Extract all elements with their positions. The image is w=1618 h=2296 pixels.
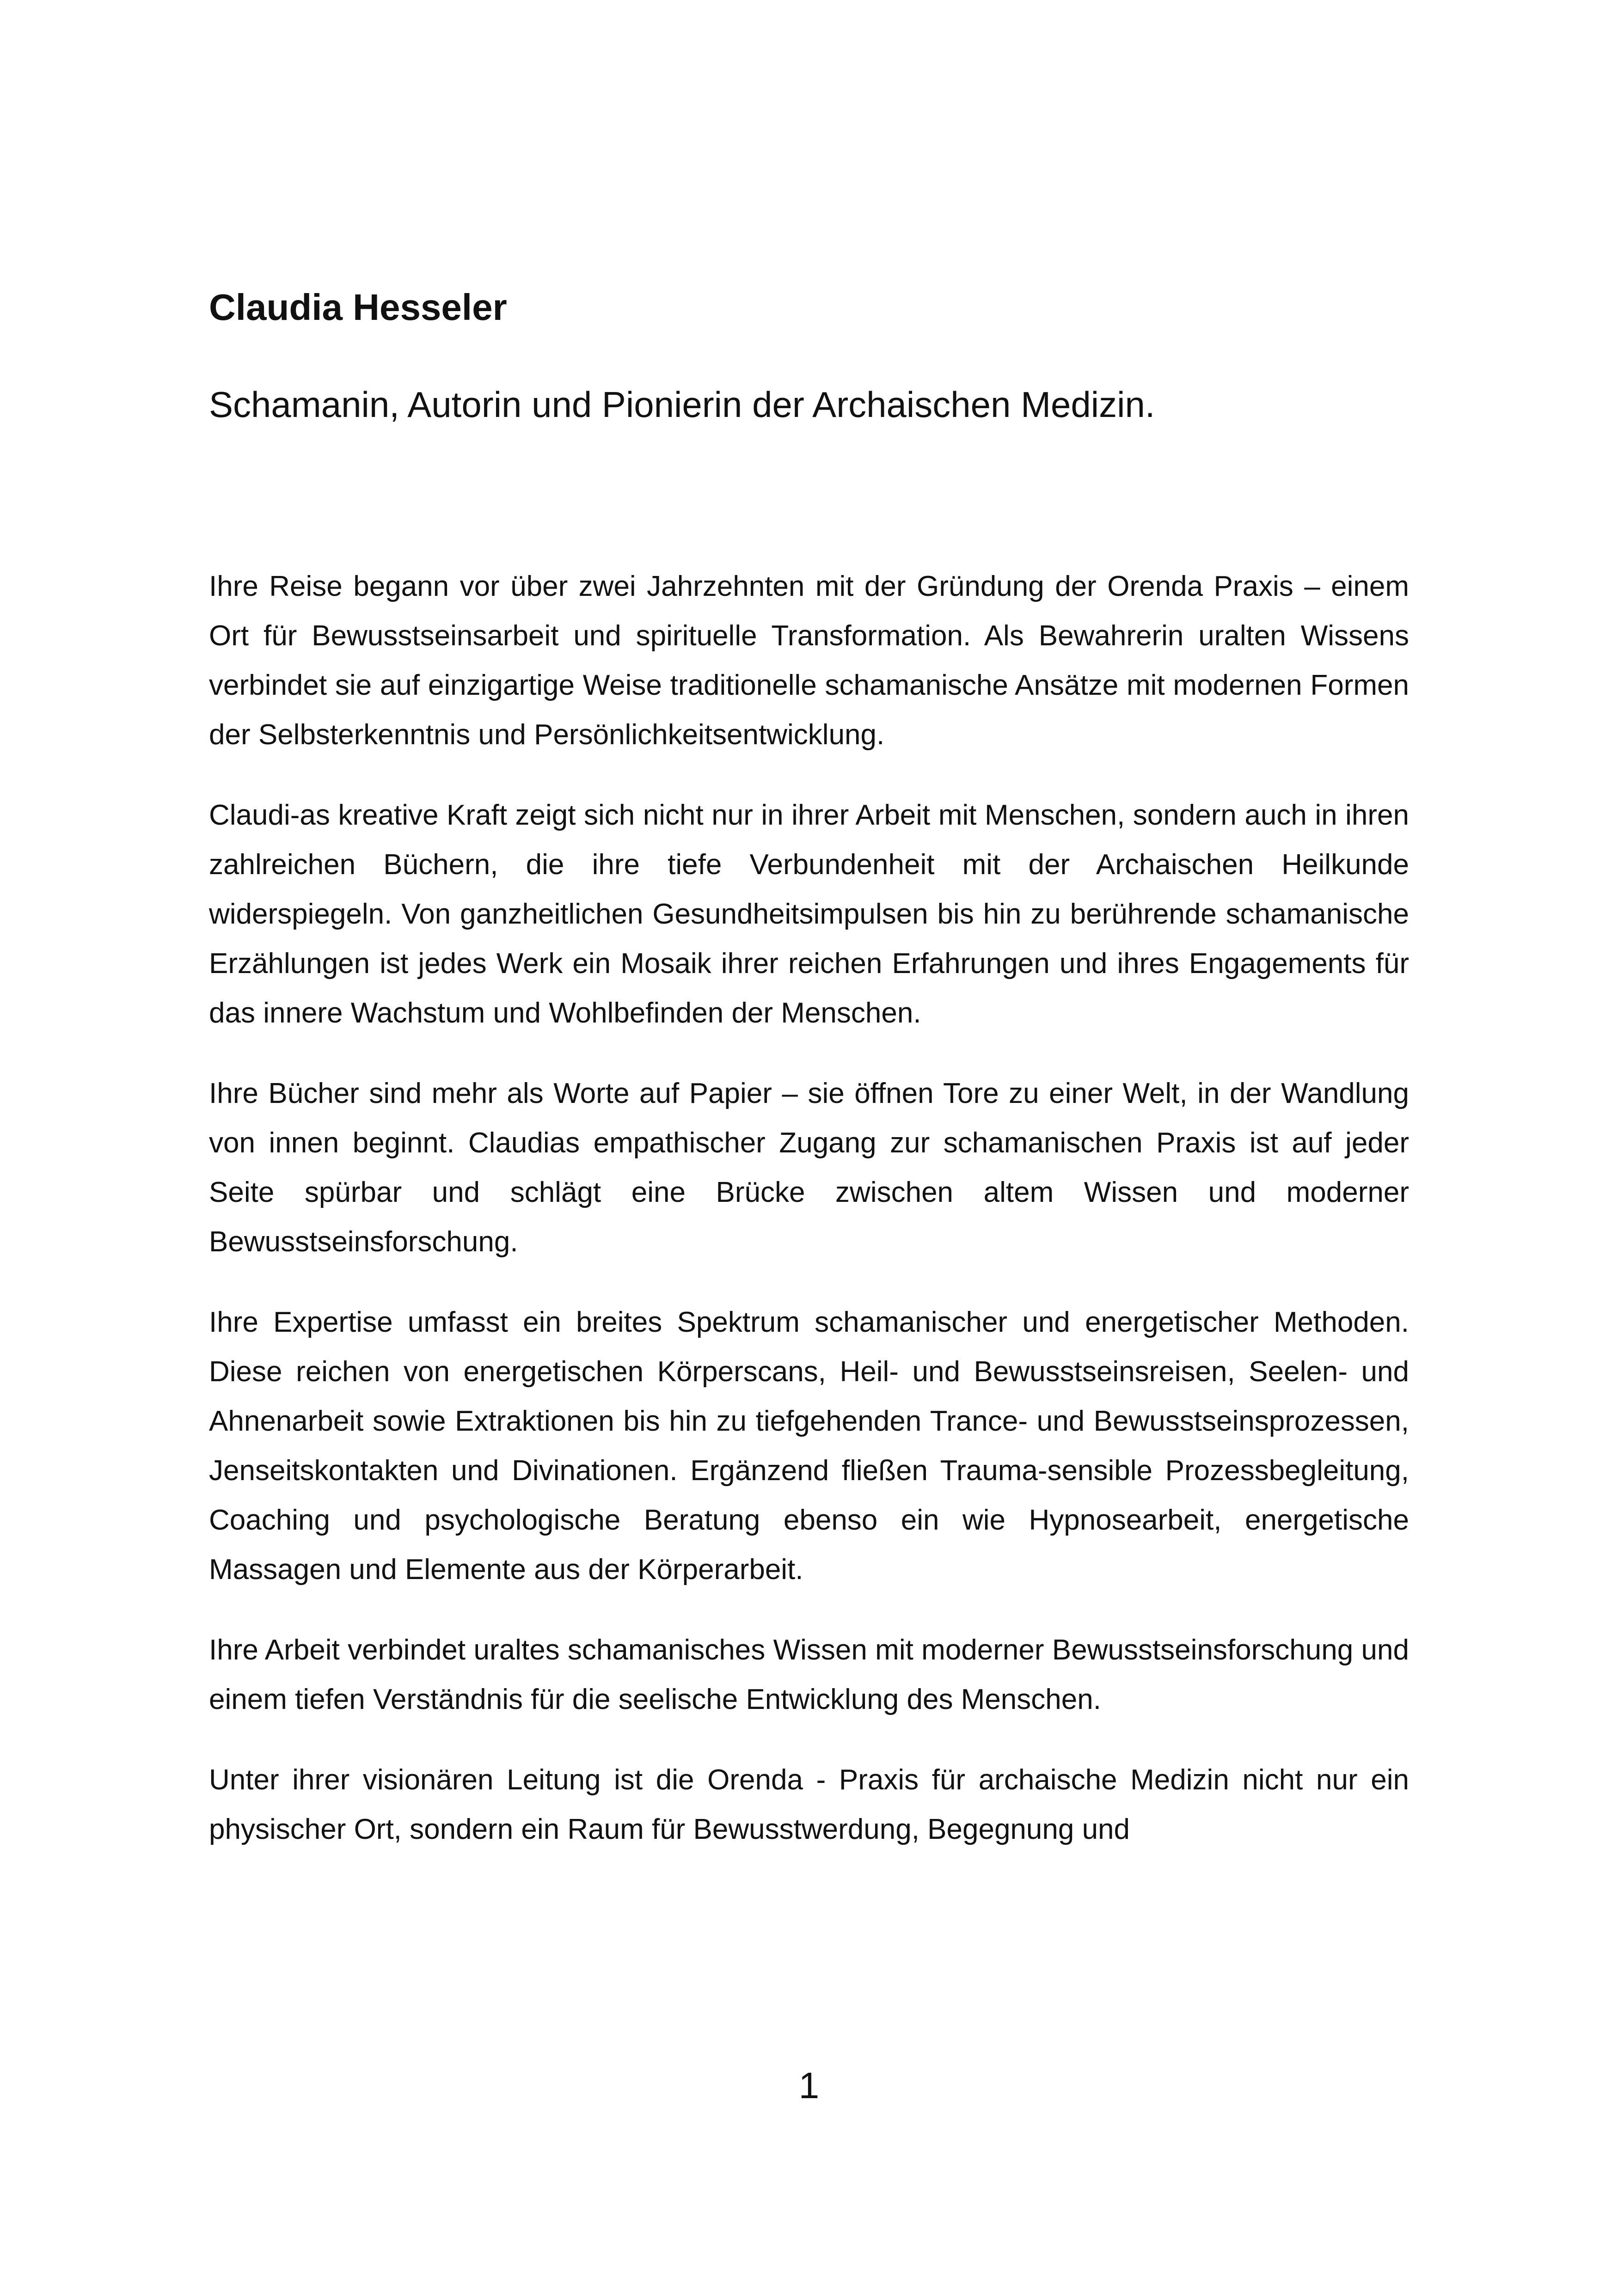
paragraph-6: Unter ihrer visionären Leitung ist die Orenda - Praxis für archaische Medizin nicht nur ein physischer Ort, sondern ein Raum für Bewusstwerdung, Begegnung und (209, 1764, 1409, 1845)
paragraph-1: Ihre Reise begann vor über zwei Jahrzehnten mit der Gründung der Orenda Praxis – einem Ort für Bewusstseinsarbeit und spirituelle Transformation. Als Bewahrerin uralten Wissens verbindet sie auf einzigartige Weise traditionelle schamanische Ansätze mit modernen Formen der Selbsterkenntnis und Persönlichkeitsentwicklung. (209, 570, 1409, 751)
page-subtitle: Schamanin, Autorin und Pionierin der Archaischen Medizin. (209, 384, 1155, 425)
page-number: 1 (798, 2065, 820, 2106)
page-title: Claudia Hesseler (209, 287, 507, 328)
paragraph-2: Claudi-as kreative Kraft zeigt sich nicht nur in ihrer Arbeit mit Menschen, sondern auch in ihren zahlreichen Büchern, die ihre tiefe Verbundenheit mit der Archaischen Heilkunde widerspiegeln. Von ganzheitlichen Gesundheitsimpulsen bis hin zu berührende schamanische Erzählungen ist jedes Werk ein Mosaik ihrer reichen Erfahrungen und ihres Engagements für das innere Wachstum und Wohlbefinden der Menschen. (209, 799, 1409, 1029)
paragraph-5: Ihre Arbeit verbindet uraltes schamanisches Wissen mit moderner Bewusstseinsforschung und einem tiefen Verständnis für die seelische Entwicklung des Menschen. (209, 1634, 1409, 1715)
paragraph-4: Ihre Expertise umfasst ein breites Spektrum schamanischer und energetischer Methoden. Diese reichen von energetischen Körperscans, Heil- und Bewusstseinsreisen, Seelen- und Ahnenarbeit sowie Extraktionen bis hin zu tiefgehenden Trance- und Bewusstseinsprozessen, Jenseitskontakten und Divinationen. Ergänzend fließen Trauma-sensible Prozessbegleitung, Coaching und psychologische Beratung ebenso ein wie Hypnosearbeit, energetische Massagen und Elemente aus der Körperarbeit. (209, 1306, 1409, 1586)
body-text (209, 562, 1409, 1854)
paragraph-3: Ihre Bücher sind mehr als Worte auf Papier – sie öffnen Tore zu einer Welt, in der Wandlung von innen beginnt. Claudias empathischer Zugang zur schamanischen Praxis ist auf jeder Seite spürbar und schlägt eine Brücke zwischen altem Wissen und moderner Bewusstseinsforschung. (209, 1078, 1409, 1258)
